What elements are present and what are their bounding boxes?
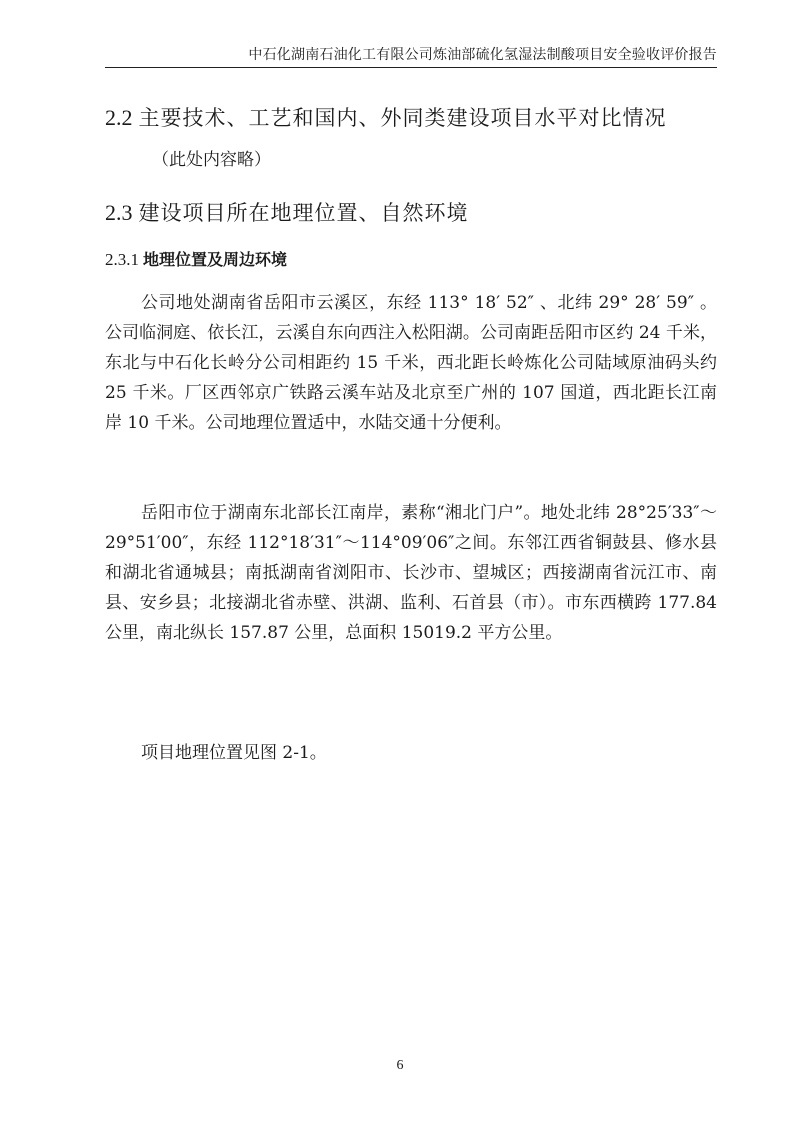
page-number: 6: [396, 1058, 404, 1073]
section-title: 主要技术、工艺和国内、外同类建设项目水平对比情况: [138, 106, 667, 130]
paragraph-location: 公司地处湖南省岳阳市云溪区，东经 113° 18′ 52″ 、北纬 29° 28′ 59″ 。公司临洞庭、依长江，云溪自东向西注入松阳湖。公司南距岳阳市区约 24 千米，东北与中石化长岭分公司相距约 15 千米，西北距长岭炼化公司陆域原油码头约 25 千米。厂区西邻京广铁路云溪车站及北京至广州的 107 国道，西北距长江南岸 10 千米。公司地理位置适中，水陆交通十分便利。: [105, 293, 717, 433]
omitted-content-note: （此处内容略）: [152, 150, 271, 170]
subsection-title: 地理位置及周边环境: [143, 250, 288, 269]
subsection-heading-2-3-1: [105, 248, 287, 272]
section-heading-2-2: [105, 104, 667, 132]
section-number: 2.3: [105, 200, 133, 225]
section-heading-2-3: [105, 199, 469, 227]
paragraph-yueyang: 岳阳市位于湖南东北部长江南岸，素称“湘北门户”。地处北纬 28°25′33″～29°51′00″，东经 112°18′31″～114°09′06″之间。东邻江西省铜鼓县、修水县和湖北省通城县；南抵湖南省浏阳市、长沙市、望城区；西接湖南省沅江市、南县、安乡县；北接湖北省赤壁、洪湖、监利、石首县（市）。市东西横跨 177.84 公里，南北纵长 157.87 公里，总面积 15019.2 平方公里。: [105, 503, 717, 643]
running-header: 中石化湖南石油化工有限公司炼油部硫化氢湿法制酸项目安全验收评价报告: [248, 47, 717, 63]
header-rule: [105, 67, 717, 68]
subsection-number: 2.3.1: [105, 250, 139, 269]
section-number: 2.2: [105, 105, 133, 130]
paragraph-figure-reference: 项目地理位置见图 2-1。: [141, 743, 327, 763]
section-title: 建设项目所在地理位置、自然环境: [138, 201, 469, 225]
